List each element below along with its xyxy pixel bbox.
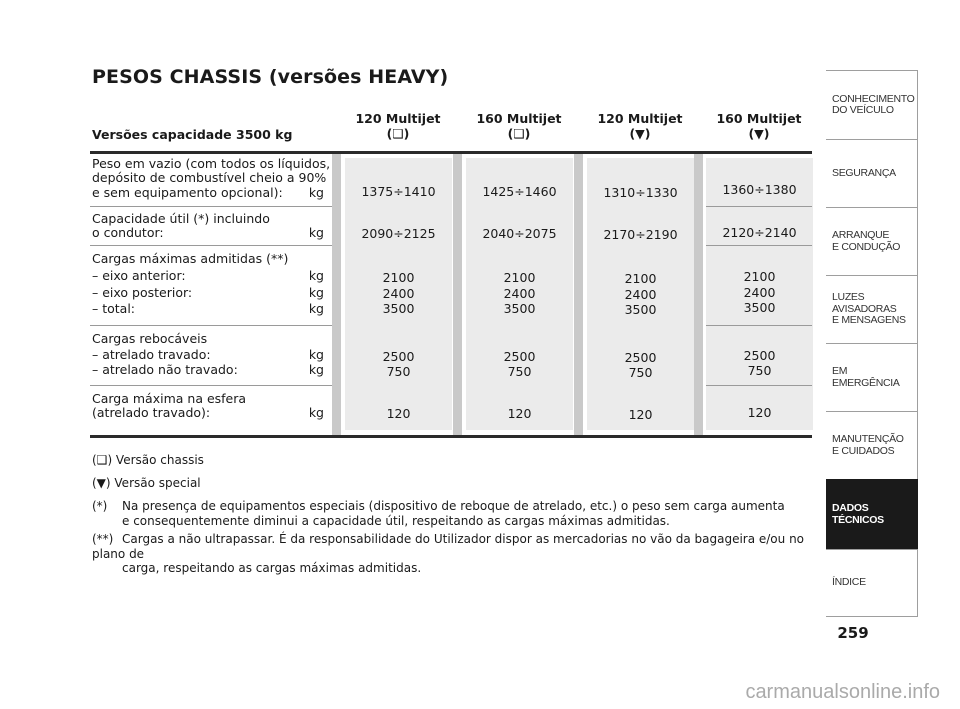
unit-text: kg — [308, 268, 324, 284]
column-band — [574, 152, 583, 436]
note-special: (▼) Versão special — [92, 476, 201, 490]
unit-text: kg — [308, 184, 324, 200]
row-divider — [90, 206, 332, 207]
note-marker: (**) — [92, 532, 114, 546]
tab-label: MANUTENÇÃO — [832, 433, 904, 445]
label-text: Carga máxima na esfera — [92, 391, 247, 406]
label-text: o condutor: — [92, 225, 164, 241]
row-divider — [90, 245, 332, 246]
column-band — [332, 152, 341, 436]
label-text: Cargas máximas admitidas (**) — [92, 251, 289, 266]
sidebar-tab-manutencao[interactable] — [826, 411, 918, 479]
row-divider — [706, 385, 812, 386]
tab-label: EM EMERGÊNCIA — [832, 365, 900, 389]
row-divider — [706, 325, 812, 326]
cell-useful-capacity: 2040÷2075 — [482, 226, 557, 241]
column-header-name: 120 Multijet — [355, 111, 441, 126]
label-text: (atrelado travado): — [92, 405, 211, 421]
tab-label: ÍNDICE — [832, 576, 866, 589]
row-divider — [706, 245, 812, 246]
column-header-symbol: (❑) — [386, 126, 410, 141]
cell-empty-weight: 1310÷1330 — [603, 185, 678, 200]
table-bottom-rule — [90, 435, 812, 438]
label-text: – eixo anterior: — [92, 268, 186, 284]
unit-text: kg — [308, 361, 324, 377]
cell-ball-load: 120 — [507, 406, 532, 421]
cell-max-rear: 2400 — [624, 287, 657, 302]
column-header-name: 120 Multijet — [597, 111, 683, 126]
unit-text: kg — [308, 225, 324, 241]
tab-label: CONHECIMENTO — [832, 92, 915, 105]
cell-tow-unbraked: 750 — [747, 363, 772, 378]
row-label-empty-weight — [92, 156, 331, 200]
column-header-3 — [585, 111, 695, 141]
page-number: 259 — [837, 624, 869, 642]
cell-max-front: 2100 — [743, 269, 776, 284]
cell-tow-unbraked: 750 — [386, 364, 411, 379]
row-label-max-loads — [92, 252, 324, 317]
cell-ball-load: 120 — [386, 406, 411, 421]
cell-ball-load: 120 — [747, 405, 772, 420]
row-label-useful-capacity — [92, 212, 324, 241]
note-double-asterisk — [92, 532, 812, 576]
cell-tow-braked: 2500 — [743, 348, 776, 363]
cell-max-total: 3500 — [743, 300, 776, 315]
cell-useful-capacity: 2170÷2190 — [603, 227, 678, 242]
cell-ball-load: 120 — [628, 407, 653, 422]
label-text: – total: — [92, 301, 136, 317]
unit-text: kg — [308, 405, 324, 421]
unit-text: kg — [308, 284, 324, 300]
cell-tow-braked: 2500 — [624, 350, 657, 365]
page-title: PESOS CHASSIS (versões HEAVY) — [92, 66, 449, 88]
note-line: Na presença de equipamentos especiais (dispositivo de reboque de atrelado, etc.) o peso sem carga aumenta — [122, 499, 785, 513]
tab-label: DADOS — [832, 502, 869, 514]
cell-max-total: 3500 — [382, 301, 415, 316]
unit-text: kg — [308, 301, 324, 317]
column-header-name: 160 Multijet — [476, 111, 562, 126]
cell-useful-capacity: 2090÷2125 — [361, 226, 436, 241]
sidebar-tab-emergencia[interactable] — [826, 343, 918, 411]
cell-tow-braked: 2500 — [503, 349, 536, 364]
label-text: – eixo posterior: — [92, 284, 193, 300]
column-header-2 — [464, 111, 574, 141]
tab-label: DO VEÍCULO — [832, 104, 894, 116]
sidebar-tab-arranque[interactable] — [826, 207, 918, 275]
row-divider — [90, 385, 332, 386]
tab-label: ARRANQUE — [832, 229, 890, 241]
label-text: e sem equipamento opcional): — [92, 184, 283, 200]
tab-label: E MENSAGENS — [832, 314, 906, 327]
cell-max-total: 3500 — [503, 301, 536, 316]
column-header-1 — [343, 111, 453, 141]
row-label-ball-load — [92, 392, 324, 421]
cell-tow-unbraked: 750 — [628, 365, 653, 380]
cell-max-front: 2100 — [503, 270, 536, 285]
table-top-rule — [90, 151, 812, 154]
cell-tow-unbraked: 750 — [507, 364, 532, 379]
note-line: carga, respeitando as cargas máximas admitidas. — [122, 561, 422, 576]
sidebar-tab-luzes[interactable] — [826, 275, 918, 343]
note-line: Cargas a não ultrapassar. É da responsabilidade do Utilizador dispor as mercadorias no vão da bagageira e/ou no plano de — [92, 532, 805, 561]
watermark: carmanualsonline.info — [745, 681, 940, 703]
tab-label: AVISADORAS — [832, 302, 897, 315]
column-header-symbol: (❑) — [507, 126, 531, 141]
label-text: Capacidade útil (*) incluindo — [92, 211, 270, 226]
cell-tow-braked: 2500 — [382, 349, 415, 364]
unit-text: kg — [308, 347, 324, 363]
row-label-towable-loads — [92, 332, 324, 377]
sidebar-tab-conhecimento[interactable] — [826, 70, 918, 139]
label-text: – atrelado travado: — [92, 347, 211, 363]
cell-useful-capacity: 2120÷2140 — [722, 225, 797, 240]
label-text: – atrelado não travado: — [92, 361, 238, 377]
tab-label: LUZES — [832, 291, 865, 304]
column-header-4 — [704, 111, 814, 141]
tab-label: E CUIDADOS — [832, 444, 895, 457]
cell-empty-weight: 1360÷1380 — [722, 182, 797, 197]
sidebar-tab-seguranca[interactable] — [826, 139, 918, 207]
sidebar-tab-dados-tecnicos[interactable] — [826, 479, 918, 549]
sidebar-tab-indice[interactable] — [826, 549, 918, 617]
tab-label: TÉCNICOS — [832, 513, 884, 526]
column-header-symbol: (▼) — [748, 126, 770, 141]
note-chassis: (❑) Versão chassis — [92, 453, 204, 467]
note-line: e consequentemente diminui a capacidade útil, respeitando as cargas máximas admitidas. — [122, 513, 670, 528]
cell-empty-weight: 1425÷1460 — [482, 184, 557, 199]
cell-max-rear: 2400 — [382, 286, 415, 301]
tab-label: SEGURANÇA — [832, 166, 896, 179]
label-text: Cargas rebocáveis — [92, 331, 208, 346]
column-band — [694, 152, 703, 436]
cell-max-rear: 2400 — [503, 286, 536, 301]
row-divider — [706, 206, 812, 207]
cell-max-rear: 2400 — [743, 285, 776, 300]
cell-max-front: 2100 — [382, 270, 415, 285]
column-header-name: 160 Multijet — [716, 111, 802, 126]
cell-empty-weight: 1375÷1410 — [361, 184, 436, 199]
cell-max-front: 2100 — [624, 271, 657, 286]
note-marker: (*) — [92, 499, 108, 513]
label-text: Peso em vazio (com todos os líquidos, — [92, 156, 331, 171]
section-label: Versões capacidade 3500 kg — [92, 127, 293, 142]
note-asterisk — [92, 499, 812, 528]
row-divider — [90, 325, 332, 326]
column-header-symbol: (▼) — [629, 126, 651, 141]
label-text: depósito de combustível cheio a 90% — [92, 170, 327, 186]
column-band — [453, 152, 462, 436]
tab-label: E CONDUÇÃO — [832, 240, 901, 253]
cell-max-total: 3500 — [624, 302, 657, 317]
